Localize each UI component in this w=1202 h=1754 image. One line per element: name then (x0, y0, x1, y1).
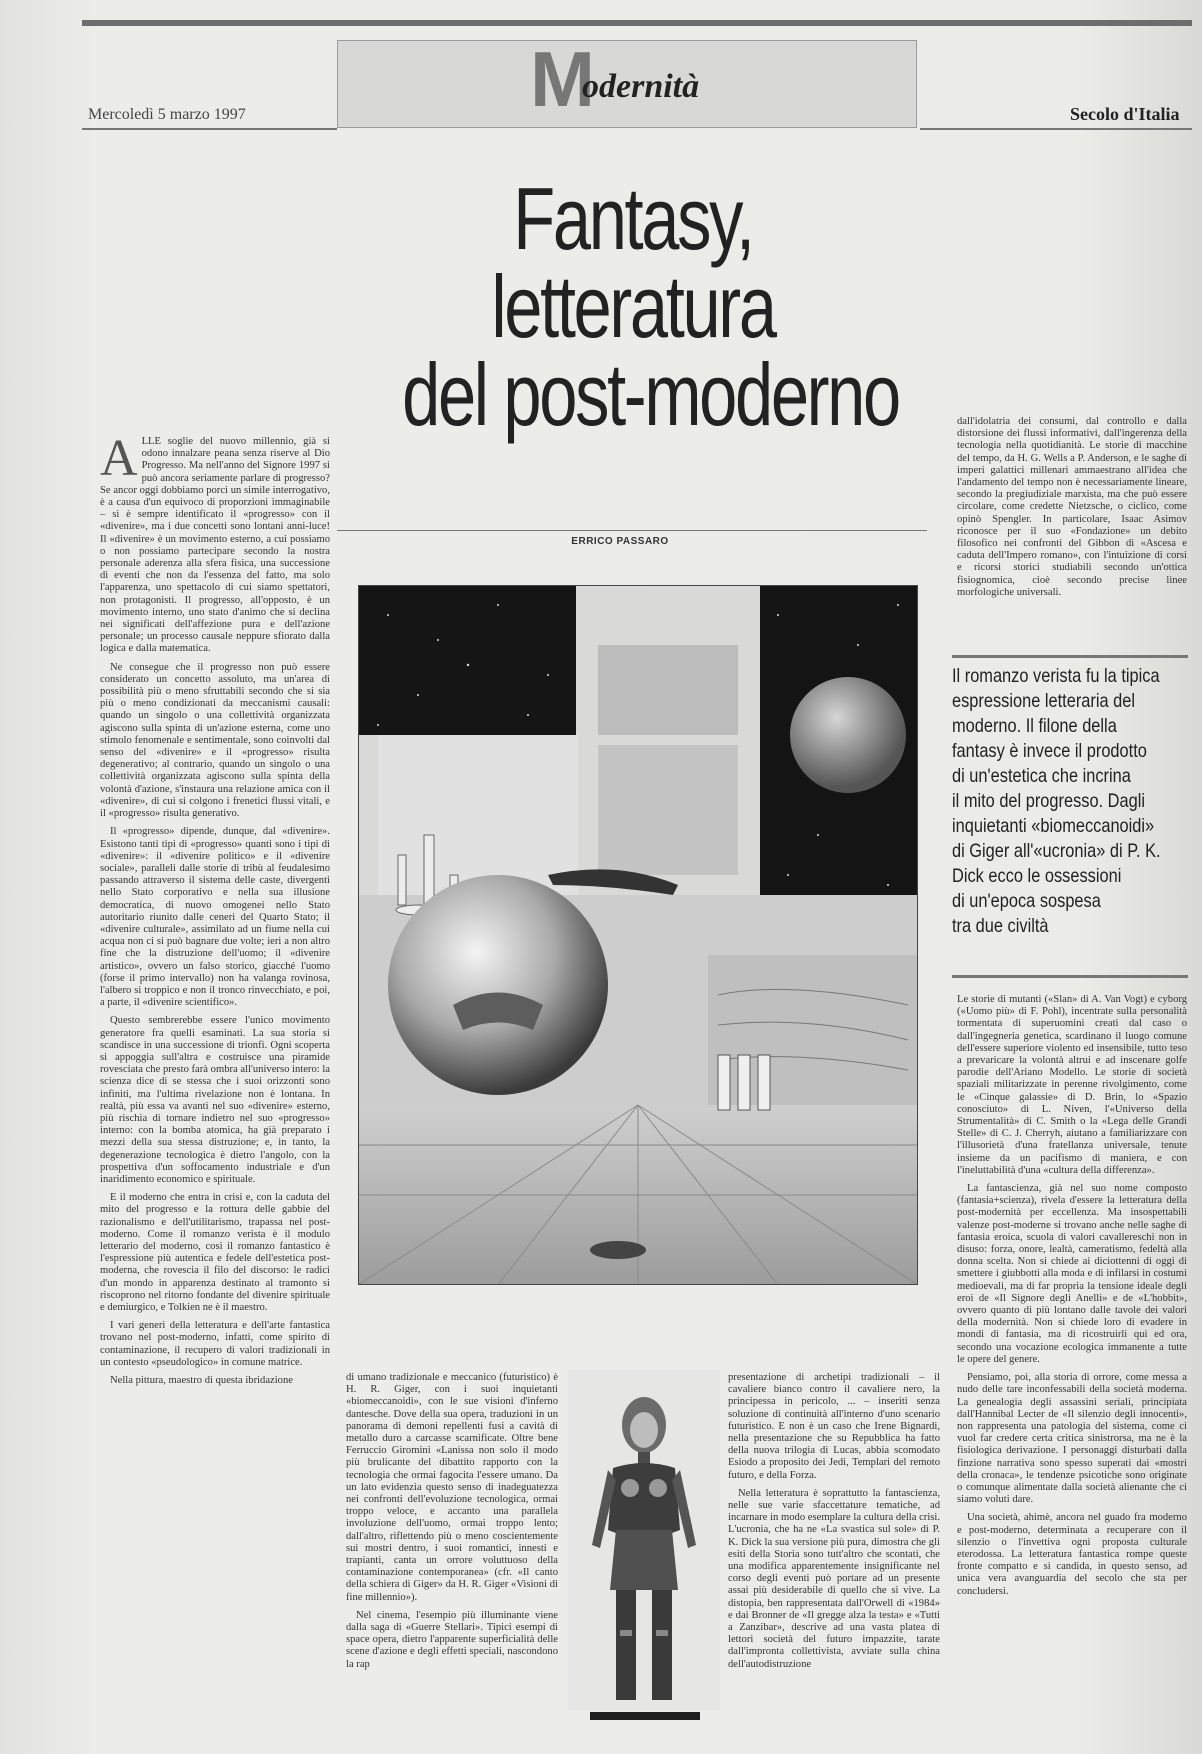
paragraph: Nella pittura, maestro di questa ibridazione (110, 1375, 293, 1387)
pull-quote-line: di un'epoca sospesa (952, 890, 1101, 912)
header-rule-right (920, 128, 1192, 130)
section-initial: M (530, 35, 595, 123)
paragraph: di umano tradizionale e meccanico (futuristico) è H. R. Giger, con i suoi inquietanti «biomeccanoidi», con le sue visioni d'inferno dantesche. Dove della sua opera, traduzioni in un panorama di demoni repellenti fusi a cavità di metallo duro a carcasse scarnificate. Oltre bene Ferruccio Giromini «Lanissa non solo il modo più brulicante del dibattito rapporto con la tecnologia che ormai fagocita l'essere umano. Da un lato evidenzia questo senso di inadeguatezza nei confronti dell'evoluzione tecnologica, ormai troppo veloce, e accanto una parallela involuzione dell'uomo, ormai troppo lento; dall'altro, riflettendo più o meno coscientemente sui mostri dentro, i suoi romantici, innesti e trapianti, canta un orrore voluttuoso della contaminazione contemporanea» (cfr. «Il canto della schiera di Giger» da H. R. Giger «Visioni di fine millennio»). (346, 1372, 558, 1603)
pullquote-rule-bottom (952, 975, 1188, 978)
paragraph: Nel cinema, l'esempio più illuminante viene dalla saga di «Guerre Stellari». Tipici esempi di space opera, dietro l'apparente superficialità delle scene d'azione e degli effetti speciali, nascondono la rap (346, 1609, 558, 1670)
headline-line-2: letteratura (491, 257, 775, 356)
pull-quote-line: il mito del progresso. Dagli (952, 790, 1146, 812)
issue-date: Mercoledì 5 marzo 1997 (88, 106, 246, 123)
column-2 (346, 1372, 558, 1754)
headline-line-3: del post-moderno (402, 345, 899, 444)
pull-quote-line: fantasy è invece il prodotto (952, 740, 1147, 762)
paragraph: E il moderno che entra in crisi e, con la caduta del mito del progresso e la rottura delle gabbie del razionalismo e dell'utilitarismo, trapassa nel post-moderno. Come il romanzo verista è il modulo letterario del moderno, così il romanzo fantastico è l'espressione più autentica e fedele dell'estetica post-moderna, che rovescia il filo del discorso: le radici d'un mondo in apparenza destinato al tramonto si riscoprono nel ritorno fondante del divenire spirituale e demiurgico, e Tolkien ne è il maestro. (100, 1192, 330, 1314)
pull-quote-line: Il romanzo verista fu la tipica (952, 665, 1160, 687)
headline-line-1: Fantasy, (513, 169, 753, 268)
top-rule (82, 20, 1192, 26)
pull-quote-line: di Giger all'«ucronia» di P. K. (952, 840, 1161, 862)
section-title: odernità (582, 68, 700, 105)
pullquote-rule-top (952, 655, 1188, 658)
column-1 (100, 436, 330, 1754)
paragraph: Nella letteratura è soprattutto la fantascienza, nelle sue varie sfaccettature tematiche, ad incarnare in modo esemplare la cultura della crisi. L'ucronia, che ha ne «La svastica sul sole» di P. K. Dick la sua versione più pura, dimostra che gli esiti della Storia sono tutt'altro che scontati, che una modifica apparentemente insignificante nel corso degli eventi può portare ad un presente assai più desiderabile di quello che si vive. La distopia, ben rappresentata dall'Orwell di «1984» e dai Bronner de «Il gregge alza la testa» e «Tutti a Zanzibar», descrive ad una vasta platea di lettori società del futuro impazzite, tarate dall'impronta collettivista, avviate sulla china dell'autodistruzione (728, 1487, 940, 1670)
pull-quote-line: di un'estetica che incrina (952, 765, 1131, 787)
paragraph: dall'idolatria dei consumi, dal controllo e dalla distorsione dei flussi informativi, dall'ingerenza della tecnologia nella quotidianità. Le storie di macchine del tempo, da H. G. Wells a P. Anderson, e le saghe di imperi galattici millenari ammaestrano all'idea che l'andamento del tempo non è necessariamente lineare, secondo la pregiudiziale marxista, ma che può essere circolare, come credette Nietzsche, o ciclico, come opinò Spengler. In particolare, Isaac Asimov riconosce per il suo «Fondazione» un debito filosofico nei confronti del Gibbon di «Ascesa e caduta dell'Impero romano», con l'intuizione di corsi e ricorsi storici studiabili secondo un'ottica fisiognomica, cioè secondo precise linee morfologiche universali. (957, 416, 1187, 598)
paragraph: presentazione di archetipi tradizionali – il cavaliere bianco contro il cavaliere nero, la principessa in pericolo, ... – inseriti senza soluzione di continuità all'interno d'uno scenario futuristico. E non è un caso che Irene Bignardi, nella presentazione che su Repubblica ha fatto della nuova trilogia di Lucas, abbia scomodato Esiodo a proposito dei Jedi, Templari del remoto futuro, e della Forza. (728, 1372, 940, 1481)
paragraph: Il «progresso» dipende, dunque, dal «divenire». Esistono tanti tipi di «progresso» quanti sono i tipi di «divenire»: il «divenire politico» e il «divenire sociale», paralleli dalle storie di tribù al feudalesimo passando attraverso il sistema delle caste, divergenti nello Stato corporativo e nella sua illusione democratica, di nuovo omogenei nello Stato autoritario riunito dalle ceneri del Quarto Stato; il «divenire culturale», assimilato ad un fiume nella cui acqua non ci si può bagnare due volte; ieri a non altro fine che la distruzione dell'uomo; il «divenire artistico», ovvero un falso storico, giacché l'uomo (forse il primo intervallo) non ha valanga rovinosa, l'albero si troppico e non il tronco rinvecchiato, e poi, a parte, il «divenire scientifico». (100, 826, 330, 1009)
column-3 (728, 1372, 940, 1754)
headline-rule (337, 530, 927, 531)
pull-quote-line: moderno. Il filone della (952, 715, 1117, 737)
paragraph: Una società, ahimè, ancora nel guado fra moderno e post-moderno, determinata a recuperare con il silenzio o l'invettiva ogni proposta culturale eterodossa. La letteratura fantastica rompe queste fronte compatto e si candida, in questo senso, ad unica vera avanguardia del secolo che sta per concludersi. (957, 1512, 1187, 1597)
paragraph-text: LLE soglie del nuovo millennio, già si odono innalzare peana senza riserve al Dio Progresso. Ma nell'anno del Signore 1997 si può ancora seriamente parlare di progresso? Se ancor oggi dobbiamo porci un simile interrogativo, è a causa d'un equivoco di proporzioni immaginabile – si è sempre identificato il «progresso» con il «divenire», ma i due concetti sono lontani anni-luce! Il «divenire» è un movimento esterno, a cui possiamo o non possiamo partecipare secondo la nostra personale aderenza alla sfera fisica, una successione di eventi che non da l'essenza del fatto, ma solo l'apparenza, uno spettacolo di cui siamo spettatori, non protagonisti. Il progresso, all'opposto, è un movimento interno, uno stato d'animo che si declina nei significati dell'affezione pura e dell'azione personale; un processo causale neppure sfiorato dalla logica e dalla matematica. (100, 436, 330, 655)
pull-quote-line: inquietanti «biomeccanoidi» (952, 815, 1155, 837)
photo-base-bar (590, 1712, 700, 1720)
header-rule-left (82, 128, 337, 130)
paragraph (100, 436, 330, 656)
article-illustration (358, 585, 918, 1285)
drop-cap: A (100, 436, 138, 487)
pull-quote-line: Dick ecco le ossessioni (952, 865, 1122, 887)
pull-quote-line: espressione letteraria del (952, 690, 1136, 712)
paragraph: Pensiamo, poi, alla storia di orrore, come messa a nudo delle tare inconfessabili della società moderna. La genealogia degli assassini seriali, principiata dall'Hannibal Lecter de «Il silenzio degli innocenti», non rappresenta una patologia del sistema, come ci vuol far credere certa critica sinistrorsa, ma ne è la fisiologica derivazione. I personaggi disturbati dalla finzione narrativa sono spesso superati dai «mostri della cronaca», le tendenze psicotiche sono originate o comunque alimentate dalla società alienante che ci siamo voluti dare. (957, 1372, 1187, 1506)
paragraph: Le storie di mutanti («Slan» di A. Van Vogt) e cyborg («Uomo più» di F. Pohl), incentrate sulla personalità tormentata di superuomini creati dal caso o dall'ingegneria genetica, scardinano il luogo comune dell'essere superiore violento ed insensibile, tutto teso a prevaricare la volontà altrui e ad inscenare golfe parodie dell'Ariano Modello. Le storie di società spaziali militarizzate in perenne rivolgimento, come le «Cinque galassie» di D. Brin, lo «Spazio conosciuto» di L. Niven, l'«Universo della Strumentalità» di C. Smith o la «Lega delle Grandi Stelle» di C. J. Cherryh, aiutano a familiarizzare con l'illusorietà d'una fratellanza universale, tenute insieme da un pacifismo di maniera, e con l'ineluttabilità d'una «cultura della differenza». (957, 994, 1187, 1176)
headline (402, 169, 899, 444)
paragraph: Ne consegue che il progresso non può essere considerato un concetto assoluto, ma un'area di possibilità più o meno sfruttabili secondo che si sia più o meno condizionati da meccanismi causali: quando un singolo o una collettività organizzata agiscono sulla spinta di un'azione esterna, come uno stimolo fenomenale e sentimentale, sono coinvolti dal senso del «divenire» e il «progresso» risulta degenerativo; al contrario, quando un singolo o una collettività organizzata agiscono sulla spinta della volontà d'azione, s'instaura una relazione amica con il «divenire», di cui si colgono i frenetici flussi vitali, e il «progresso» risulta generativo. (100, 661, 330, 820)
newspaper-name: Secolo d'Italia (1070, 104, 1180, 124)
column-4-top (957, 416, 1187, 648)
robot-photo (568, 1370, 720, 1710)
paragraph: Questo sembrerebbe essere l'unico movimento generatore fra quelli esaminati. La sua storia si scandisce in una successione di trionfi. Ogni scoperta si appoggia sull'altra e costruisce una piramide rovesciata che presto farà ombra all'universo intero: la scienza dice di se stessa che i suoi orizzonti sono infiniti, ma l'ultima rivelazione non è lontana. In realtà, più essa va avanti nel suo «divenire» esterno, più rischia di tornare indietro nel suo «progresso» interno: con la bomba atomica, ha già preparato i mezzi della sua stessa distruzione; e, in tanto, la degenerazione tecnologica è dietro l'angolo, con la prospettiva d'un soffocamento industriale e d'un inaridimento economico e spirituale. (100, 1015, 330, 1185)
column-4-bottom (957, 994, 1187, 1754)
pull-quote (952, 664, 1161, 939)
paragraph: I vari generi della letteratura e dell'arte fantastica trovano nel post-moderno, infatti, come spirito di contaminazione, il recupero di valori tradizionali in un contesto «pseudologico» in comune matrice. (100, 1320, 330, 1368)
pull-quote-line: tra due civiltà (952, 915, 1049, 937)
byline: ERRICO PASSARO (571, 536, 669, 547)
paragraph: La fantascienza, già nel suo nome composto (fantasia+scienza), rivela d'essere la letteratura della post-modernità per eccellenza. Ma insospettabili valenze post-moderne si trovano anche nelle saghe di fantasia eroica, scuola di valori cavallereschi non in disuso: forza, onore, lealtà, cameratismo, fedeltà alla donna scelta. Non si chiede ai diciottenni di oggi di smettere i giubbotti alla moda e di infilarsi in costumi medioevali, ma di far propria la tensione ideale degli eroi de «Il Signore degli Anelli» e de «L'hobbit», ovvero quanto di più lontano dalle tavole dei valori della modernità. Non si chiede loro di evadere in mondi di fantasia, ma di ricostruirli qui ed ora, secondo una vocazione ecologica immanente a tutte le opere del genere. (957, 1183, 1187, 1365)
